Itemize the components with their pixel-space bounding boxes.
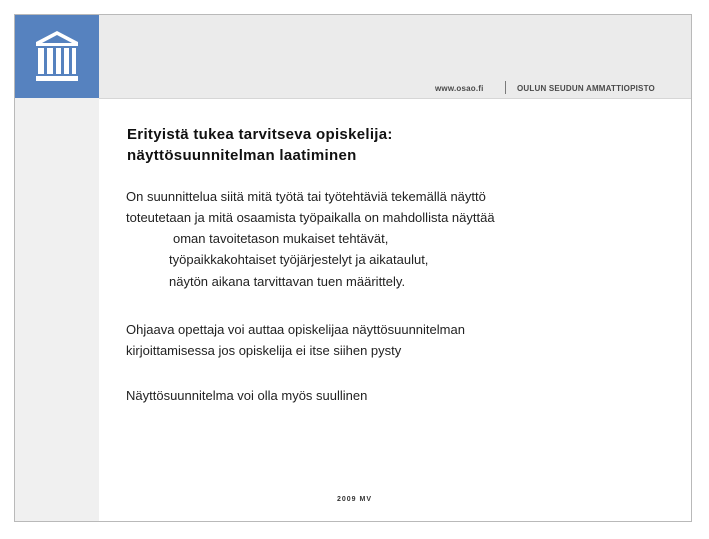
- paragraph-teacher-help: [126, 319, 646, 361]
- bullet-item: oman tavoitetason mukaiset tehtävät,: [173, 231, 389, 246]
- paragraph-teacher-help-line-2: kirjoittamisessa jos opiskelija ei itse siihen pysty: [126, 343, 402, 358]
- slide: [14, 14, 692, 522]
- bullet-item: näytön aikana tarvittavan tuen määrittely.: [169, 274, 406, 289]
- paragraph-teacher-help-line-1: Ohjaava opettaja voi auttaa opiskelijaa näyttösuunnitelman: [126, 322, 465, 337]
- slide-title: [127, 124, 627, 166]
- website-url[interactable]: www.osao.fi: [435, 84, 484, 93]
- organization-name: OULUN SEUDUN AMMATTIOPISTO: [517, 84, 655, 93]
- paragraph-planning-line-1: On suunnittelua siitä mitä työtä tai työtehtäviä tekemällä näyttö: [126, 189, 486, 204]
- title-line-1: Erityistä tukea tarvitseva opiskelija:: [127, 126, 393, 143]
- title-line-2: näyttösuunnitelman laatiminen: [127, 147, 357, 164]
- paragraph-planning-line-2: toteutetaan ja mitä osaamista työpaikalla on mahdollista näyttää: [126, 210, 495, 225]
- paragraph-oral-plan: Näyttösuunnitelma voi olla myös suullinen: [126, 388, 368, 403]
- slide-footer: 2009 MV: [337, 496, 373, 503]
- columns-building-logo-icon: [35, 30, 79, 82]
- logo-box: [15, 15, 99, 98]
- header-separator: [505, 81, 506, 94]
- paragraph-planning: [126, 186, 646, 228]
- bullet-item: työpaikkakohtaiset työjärjestelyt ja aikataulut,: [169, 252, 429, 267]
- header-divider: [99, 98, 691, 99]
